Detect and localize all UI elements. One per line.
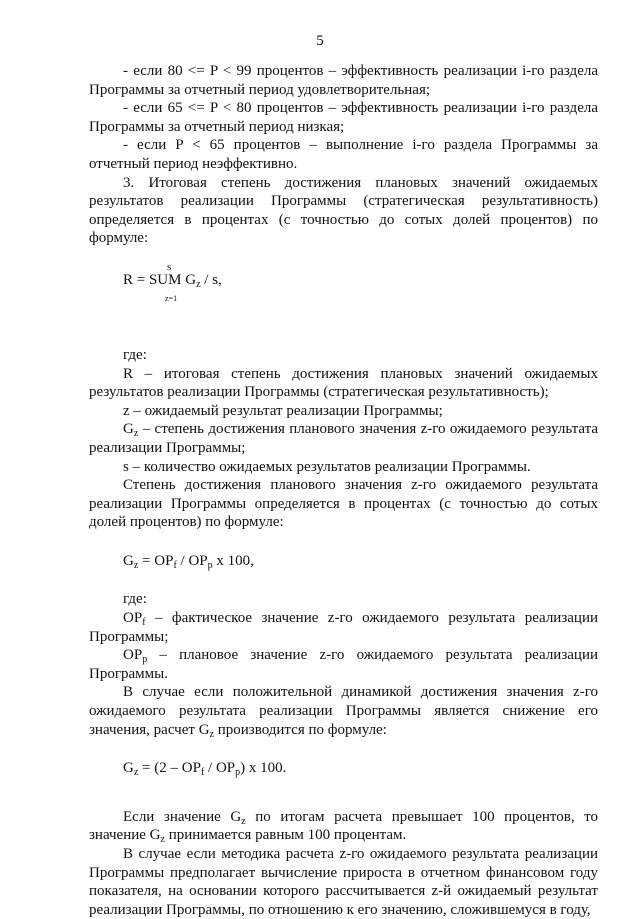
definition-r: R – итоговая степень достижения плановых значений ожидаемых результатов реализации Программы (стратегическая результативность);: [89, 365, 598, 401]
list-item-efficiency-satisfactory: - если 80 <= P < 99 процентов – эффективность реализации i-го раздела Программы за отчетный период удовлетворительная;: [89, 63, 598, 98]
definition-s: s – количество ожидаемых результатов реализации Программы.: [123, 458, 531, 475]
paragraph-text: В случае если положительной динамикой достижения значения z-го ожидаемого результата реализации Программы является снижение его значения, расчет G: [89, 684, 598, 738]
formula-g-sub: z: [133, 559, 139, 571]
symbol-sub: p: [142, 654, 148, 666]
paragraph-text-c: принимается равным 100 процентам.: [164, 827, 407, 844]
symbol-op: OP: [123, 610, 143, 627]
formula-p-sub: p: [207, 559, 213, 571]
page-number: 5: [316, 33, 324, 49]
definition-opp: [89, 646, 598, 683]
symbol-sub: z: [160, 834, 165, 846]
paragraph-tail: производится по формуле:: [213, 721, 387, 738]
formula-right: / s,: [200, 271, 222, 288]
formula-main: [123, 271, 222, 290]
list-item-efficiency-ineffective: - если P < 65 процентов – выполнение i-го раздела Программы за отчетный период неэффективно.: [89, 137, 598, 172]
definition-text: – фактическое значение z-го ожидаемого результата реализации Программы;: [89, 610, 598, 645]
formula-left: R = SUM G: [123, 271, 197, 288]
definition-opf: [89, 609, 598, 646]
formula-div: / OP: [204, 760, 236, 777]
paragraph-decrease-case: [89, 683, 598, 739]
formula-eq: = (2 – OP: [138, 760, 201, 777]
paragraph-cap-100: [89, 808, 598, 845]
symbol-g: G: [123, 421, 134, 438]
symbol-sub: f: [142, 617, 146, 629]
formula-g: G: [123, 760, 134, 777]
where-label: где:: [123, 346, 147, 363]
paragraph-text-a: Если значение G: [123, 808, 242, 825]
paragraph-degree: Степень достижения планового значения z-го ожидаемого результата реализации Программы определяется в процентах (с точностью до сотых долей процентов) по формуле:: [89, 477, 598, 531]
definition-z: z – ожидаемый результат реализации Программы;: [123, 402, 443, 419]
formula-f-sub: f: [200, 767, 205, 779]
symbol-sub: z: [209, 728, 214, 740]
list-item-efficiency-low: - если 65 <= P < 80 процентов – эффективность реализации i-го раздела Программы за отчетный период низкая;: [89, 100, 598, 135]
formula-p-sub: p: [235, 767, 241, 779]
formula-g: G: [123, 552, 134, 569]
formula-f-sub: f: [173, 559, 177, 571]
formula-tail: x 100,: [212, 552, 254, 569]
formula-div: / OP: [176, 552, 208, 569]
definition-text: – степень достижения планового значения z-го ожидаемого результата реализации Программы;: [89, 421, 598, 456]
formula-strategic-effectiveness: [89, 258, 598, 316]
sum-lower-limit: z=1: [165, 293, 178, 303]
formula-gz-decrease: [89, 759, 598, 778]
where-label: где:: [123, 591, 147, 608]
paragraph-item-3: 3. Итоговая степень достижения плановых значений ожидаемых результатов реализации Программы (стратегическая результативность) определяется в процентах (с точностью до сотых долей процентов) по формуле:: [89, 174, 598, 247]
formula-subscript: z: [196, 278, 201, 290]
symbol-sub: z: [133, 428, 139, 440]
symbol-sub: z: [241, 815, 246, 827]
formula-gz: [89, 552, 598, 571]
formula-g-sub: z: [133, 767, 139, 779]
definition-gz: [89, 420, 598, 457]
formula-tail: ) x 100.: [240, 760, 287, 777]
definition-text: – плановое значение z-го ожидаемого результата реализации Программы.: [89, 647, 598, 682]
sum-upper-limit: s: [167, 260, 172, 273]
symbol-op: OP: [123, 647, 143, 664]
paragraph-text-b: по итогам расчета превышает 100 процентов, то значение G: [89, 808, 598, 844]
document-body: [89, 62, 598, 919]
formula-eq: = OP: [138, 552, 174, 569]
paragraph-growth-method: В случае если методика расчета z-го ожидаемого результата реализации Программы предполагает вычисление прироста в отчетном финансовом году показателя, на основании которого рассчитывается z-й ожидаемый результат реализации Программы, по отношению к его значению, сложившемуся в году,: [89, 846, 598, 918]
